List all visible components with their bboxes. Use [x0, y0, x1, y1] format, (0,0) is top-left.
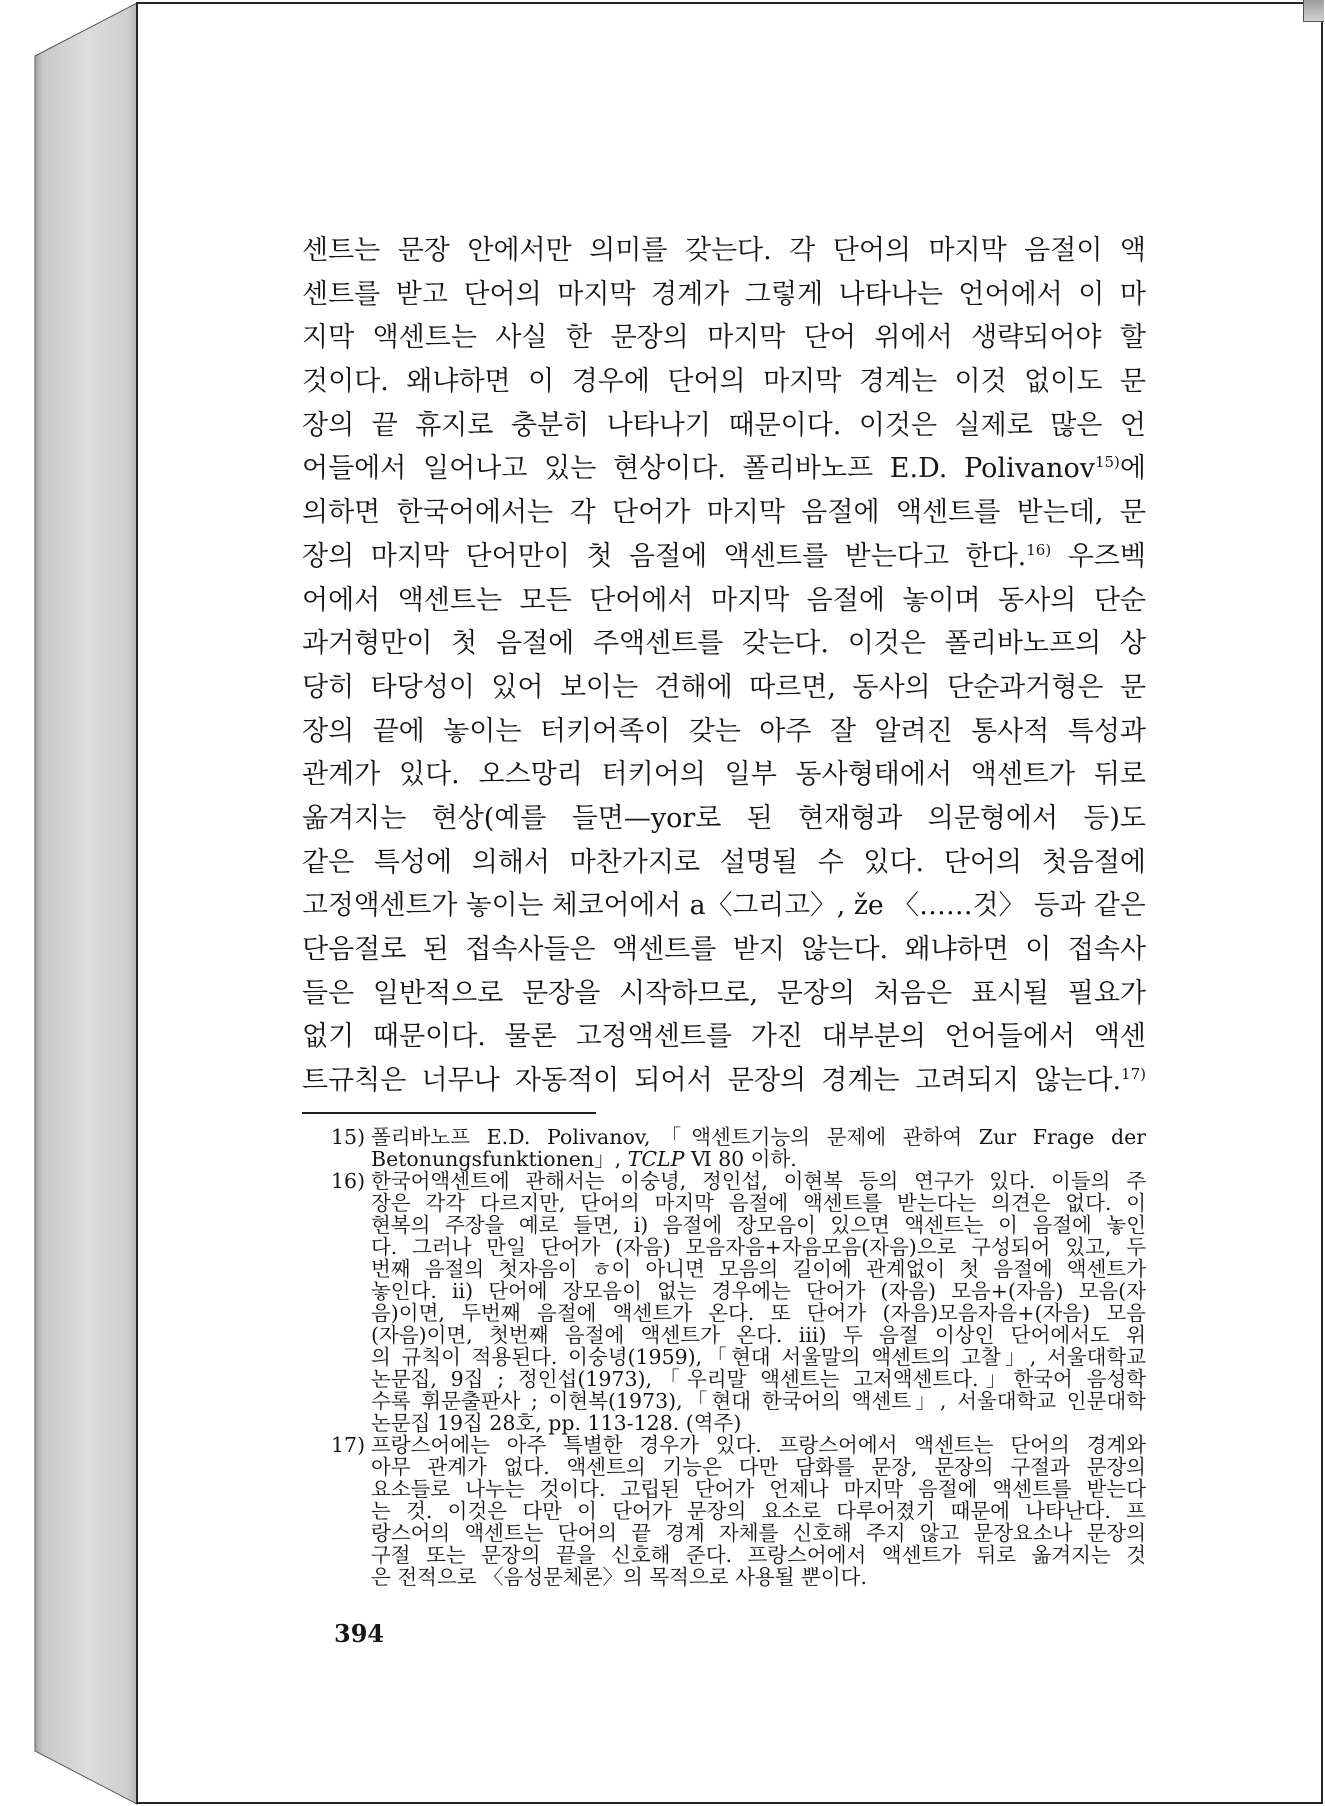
- body-line: 고정액센트가 놓이는 체코어에서 a〈그리고〉, že 〈……것〉 등과 같은: [302, 890, 1146, 922]
- body-line: 장의 끝에 놓이는 터키어족이 갖는 아주 잘 알려진 통사적 특성과: [302, 715, 1146, 747]
- footnote-line-text: Betonungsfunktionen」,: [371, 1147, 628, 1171]
- footnote-body: [371, 1434, 1146, 1588]
- footnote-line: 프랑스어에는 아주 특별한 경우가 있다. 프랑스어에서 액센트는 단어의 경계와: [371, 1433, 1146, 1457]
- body-line-text: 트규칙은 너무나 자동적이 되어서 문장의 경계는 고려되지 않는다.: [302, 1065, 1122, 1097]
- footnote-line: 은 전적으로 〈음성문체론〉의 목적으로 사용될 뿐이다.: [371, 1565, 867, 1589]
- footnote-line: 요소들로 나누는 것이다. 고립된 단어가 언제나 마지막 음절에 액센트를 받는다: [371, 1477, 1146, 1501]
- footnote-ref: 17): [1121, 1065, 1146, 1084]
- footnote-ref: 16): [1026, 540, 1052, 559]
- footnote-line: 음)이면, 두번째 음절에 액센트가 온다. 또 단어가 (자음)모음자음+(자음) 모음: [371, 1301, 1146, 1325]
- book-spine: [0, 0, 140, 1806]
- footnote-line: [371, 1148, 1146, 1170]
- footnote-line: 아무 관계가 없다. 액센트의 기능은 다만 담화를 문장, 문장의 구절과 문장의: [371, 1455, 1146, 1479]
- footnote-16: [331, 1170, 1146, 1434]
- body-line: [302, 535, 1146, 579]
- body-line: 없기 때문이다. 물론 고정액센트를 가진 대부분의 언어들에서 액센: [302, 1021, 1146, 1053]
- body-line: 들은 일반적으로 문장을 시작하므로, 문장의 처음은 표시될 필요가: [302, 977, 1146, 1009]
- footnote-line: 랑스어의 액센트는 단어의 끝 경계 자체를 신호해 주지 않고 문장요소나 문장의: [371, 1521, 1146, 1545]
- footnote-number: 17): [331, 1433, 366, 1457]
- body-line: 단음절로 된 접속사들은 액센트를 받지 않는다. 왜냐하면 이 접속사: [302, 934, 1146, 965]
- footnote-line: 논문집 19집 28호, pp. 113-128. (역주): [371, 1411, 742, 1435]
- body-line: 센트는 문장 안에서만 의미를 갖는다. 각 단어의 마지막 음절이 액: [302, 235, 1146, 266]
- body-line: 과거형만이 첫 음절에 주액센트를 갖는다. 이것은 폴리바노프의 상: [302, 628, 1146, 660]
- page-number: 394: [334, 1619, 385, 1648]
- footnote-line: 폴리바노프 E.D. Polivanov,「액센트기능의 문제에 관하여 Zur Frage der: [371, 1125, 1146, 1149]
- body-line: 당히 타당성이 있어 보이는 견해에 따르면, 동사의 단순과거형은 문: [302, 671, 1146, 703]
- body-line: 관계가 있다. 오스망리 터키어의 일부 동사형태에서 액센트가 뒤로: [302, 759, 1146, 791]
- footnote-line: 장은 각각 다르지만, 단어의 마지막 음절에 액센트를 받는다는 의견은 없다. 이: [371, 1191, 1146, 1215]
- body-line-text: 에: [1119, 453, 1146, 485]
- journal-abbreviation: TCLP: [627, 1147, 685, 1171]
- body-line: 것이다. 왜냐하면 이 경우에 단어의 마지막 경계는 이것 없이도 문: [302, 366, 1146, 398]
- footnote-line: 다. 그러나 만일 단어가 (자음) 모음자음+자음모음(자음)으로 구성되어 있고, 두: [371, 1235, 1146, 1259]
- body-line-text: 어들에서 일어나고 있는 현상이다. 폴리바노프 E.D. Polivanov: [302, 453, 1095, 485]
- footnote-ref: 15): [1094, 453, 1120, 472]
- footnote-number: 15): [331, 1125, 366, 1149]
- footnote-line: 논문집, 9집 ; 정인섭(1973),「우리말 액센트는 고저액센트다.」한국어 음성학: [371, 1367, 1146, 1391]
- body-line: 어에서 액센트는 모든 단어에서 마지막 음절에 놓이며 동사의 단순: [302, 584, 1146, 616]
- body-line-text: 우즈벡: [1051, 540, 1146, 572]
- footnote-line: 한국어액센트에 관해서는 이숭녕, 정인섭, 이현복 등의 연구가 있다. 이들의 주: [371, 1169, 1146, 1193]
- footnotes: [331, 1126, 1146, 1588]
- footnote-line: 놓인다. ii) 단어에 장모음이 없는 경우에는 단어가 (자음) 모음+(자음) 모음(자: [371, 1279, 1146, 1303]
- body-line: [302, 1059, 1146, 1103]
- footnote-rule: [302, 1112, 596, 1114]
- footnote-17: [331, 1434, 1146, 1588]
- footnote-line: 현복의 주장을 예로 들면, i) 음절에 장모음이 있으면 액센트는 이 음절에 놓인: [371, 1213, 1146, 1237]
- body-line: 장의 끝 휴지로 충분히 나타나기 때문이다. 이것은 실제로 많은 언: [302, 409, 1146, 441]
- body-line: 같은 특성에 의해서 마찬가지로 설명될 수 있다. 단어의 첫음절에: [302, 846, 1146, 878]
- body-line: 의하면 한국어에서는 각 단어가 마지막 음절에 액센트를 받는데, 문: [302, 497, 1146, 529]
- footnote-line: 의 규칙이 적용된다. 이숭녕(1959),「현대 서울말의 액센트의 고찰」, 서울대학교: [371, 1345, 1146, 1369]
- footnote-line: 구절 또는 문장의 끝을 신호해 준다. 프랑스어에서 액센트가 뒤로 옮겨지는 것: [371, 1543, 1146, 1567]
- footnote-line: 번째 음절의 첫자음이 ㅎ이 아니면 모음의 길이에 관계없이 첫 음절에 액센트가: [371, 1257, 1146, 1281]
- body-line-text: 장의 마지막 단어만이 첫 음절에 액센트를 받는다고 한다.: [302, 540, 1027, 572]
- footnote-body: [371, 1126, 1146, 1170]
- footnote-line-text: Ⅵ 80 이하.: [684, 1147, 797, 1171]
- body-line: 옮겨지는 현상(예를 들면—yor로 된 현재형과 의문형에서 등)도: [302, 802, 1146, 834]
- body-line: 지막 액센트는 사실 한 문장의 마지막 단어 위에서 생략되어야 할: [302, 322, 1146, 354]
- footnote-line: 는 것. 이것은 다만 이 단어가 문장의 요소로 다루어졌기 때문에 나타난다. 프: [371, 1499, 1146, 1523]
- footnote-15: [331, 1126, 1146, 1170]
- body-line: [302, 447, 1146, 491]
- footnote-number: 16): [331, 1169, 366, 1193]
- body-line: 센트를 받고 단어의 마지막 경계가 그렇게 나타나는 언어에서 이 마: [302, 278, 1146, 310]
- body-text: [302, 229, 1146, 1103]
- footnote-body: [371, 1170, 1146, 1434]
- footnote-line: 수록 휘문출판사 ; 이현복(1973),「현대 한국어의 액센트」, 서울대학교 인문대학: [371, 1389, 1146, 1413]
- footnote-line: (자음)이면, 첫번째 음절에 액센트가 온다. iii) 두 음절 이상인 단어에서도 위: [371, 1323, 1146, 1347]
- page-corner: [1303, 0, 1324, 22]
